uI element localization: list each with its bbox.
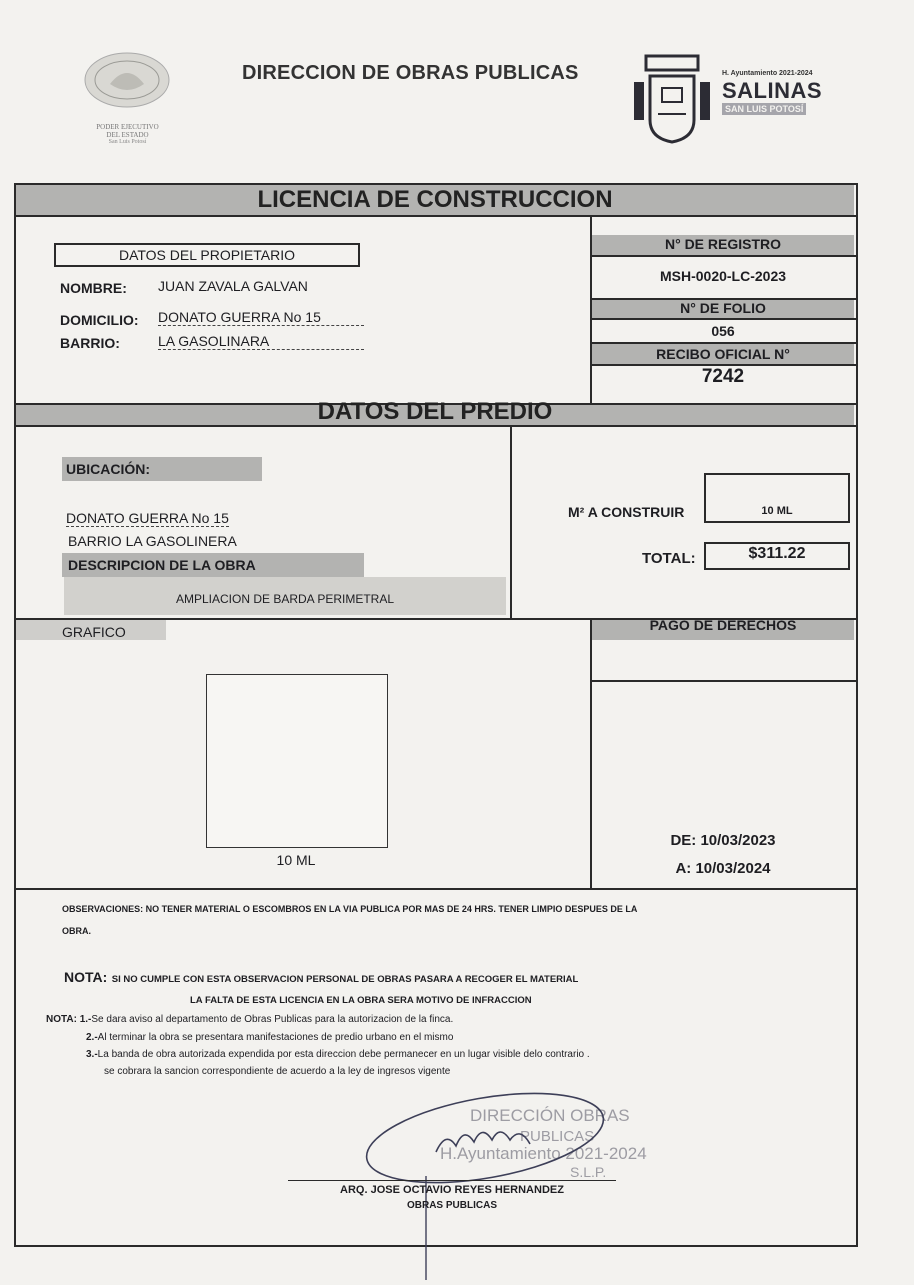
fecha-de: DE: 10/03/2023 — [670, 832, 776, 849]
nota2-line-3 — [86, 1049, 590, 1060]
seal-text-3: San Luis Potosí — [108, 139, 147, 145]
predio-title: DATOS DEL PREDIO — [317, 398, 553, 425]
observaciones-line-2: OBRA. — [62, 926, 91, 936]
grafico-label: GRAFICO — [62, 624, 126, 640]
observaciones-line-1: OBSERVACIONES: NO TENER MATERIAL O ESCOMBROS EN LA VIA PUBLICA POR MAS DE 24 HRS. TENER LIMPIO DESPUES DE LA — [62, 904, 638, 914]
total-label: TOTAL: — [642, 550, 696, 567]
brand-sub: SAN LUIS POTOSÍ — [722, 103, 806, 115]
signer-name: ARQ. JOSE OCTAVIO REYES HERNANDEZ — [340, 1184, 564, 1196]
stamp-line-3: H.Ayuntamiento 2021-2024 — [440, 1144, 647, 1163]
grafico-drawing — [206, 674, 388, 848]
salinas-crest-icon — [632, 52, 712, 144]
stamp-line-4: S.L.P. — [570, 1164, 607, 1180]
barrio-label: BARRIO: — [60, 335, 120, 351]
n3-num: 3.- — [86, 1049, 98, 1060]
signer-dept: OBRAS PUBLICAS — [406, 1200, 497, 1211]
m2-value: 10 ML — [761, 505, 793, 517]
n2-num: 2.- — [86, 1032, 98, 1043]
folio-label: N° DE FOLIO — [680, 300, 766, 316]
registro-label: N° DE REGISTRO — [664, 236, 782, 252]
brand-top: H. Ayuntamiento 2021-2024 — [722, 70, 813, 77]
n1-text: Se dara aviso al departamento de Obras Publicas para la autorizacion de la finca. — [91, 1014, 454, 1025]
header-title: DIRECCION DE OBRAS PUBLICAS — [242, 62, 579, 84]
n1-num: 1.- — [79, 1014, 92, 1025]
recibo-label: RECIBO OFICIAL N° — [656, 346, 790, 362]
brand-name: SALINAS — [722, 78, 823, 103]
nota2-head: NOTA: — [46, 1014, 77, 1025]
ubicacion-label: UBICACIÓN: — [66, 461, 150, 477]
total-value: $311.22 — [748, 545, 806, 562]
descripcion-value: AMPLIACION DE BARDA PERIMETRAL — [175, 592, 395, 606]
nota-line — [64, 969, 578, 987]
form-title: LICENCIA DE CONSTRUCCION — [257, 186, 613, 213]
nota-text: SI NO CUMPLE CON ESTA OBSERVACION PERSONAL DE OBRAS PASARA A RECOGER EL MATERIAL — [111, 974, 579, 985]
barrio-value: LA GASOLINARA — [158, 333, 364, 350]
pago-label: PAGO DE DERECHOS — [649, 617, 797, 633]
stamp-line-1: DIRECCIÓN OBRAS — [470, 1106, 630, 1125]
nota2-line-4: se cobrara la sancion correspondiente de acuerdo a la ley de ingresos vigente — [104, 1066, 451, 1077]
ubicacion-line-1: DONATO GUERRA No 15 — [66, 510, 229, 526]
m2-label: M² A CONSTRUIR — [568, 504, 685, 520]
n3-text: La banda de obra autorizada expendida por esta direccion debe permanecer en un lugar visible delo contrario . — [97, 1049, 590, 1060]
registro-value: MSH-0020-LC-2023 — [659, 268, 787, 284]
recibo-value: 7242 — [701, 366, 745, 387]
domicilio-label: DOMICILIO: — [60, 312, 139, 328]
nombre-value: JUAN ZAVALA GALVAN — [158, 278, 308, 294]
owner-box-label: DATOS DEL PROPIETARIO — [118, 247, 296, 263]
falta-line: LA FALTA DE ESTA LICENCIA EN LA OBRA SERA MOTIVO DE INFRACCION — [190, 995, 532, 1006]
folio-value: 056 — [711, 323, 735, 339]
seal-text-1: PODER EJECUTIVO — [96, 123, 159, 131]
nota-head: NOTA: — [64, 969, 108, 985]
fecha-a: A: 10/03/2024 — [675, 860, 771, 877]
descripcion-label: DESCRIPCION DE LA OBRA — [68, 557, 256, 573]
nota2-line-1 — [46, 1014, 453, 1025]
state-seal — [70, 48, 185, 148]
n2-text: Al terminar la obra se presentara manifestaciones de predio urbano en el mismo — [97, 1032, 454, 1043]
seal-text-2: DEL ESTADO — [106, 131, 149, 139]
nota2-line-2 — [86, 1032, 453, 1043]
domicilio-value: DONATO GUERRA No 15 — [158, 309, 364, 326]
owner-box — [54, 243, 360, 267]
grafico-caption: 10 ML — [276, 852, 316, 868]
stamp-line-2: PUBLICAS — [520, 1128, 595, 1145]
nombre-label: NOMBRE: — [60, 280, 127, 296]
ubicacion-line-2: BARRIO LA GASOLINERA — [68, 533, 237, 549]
